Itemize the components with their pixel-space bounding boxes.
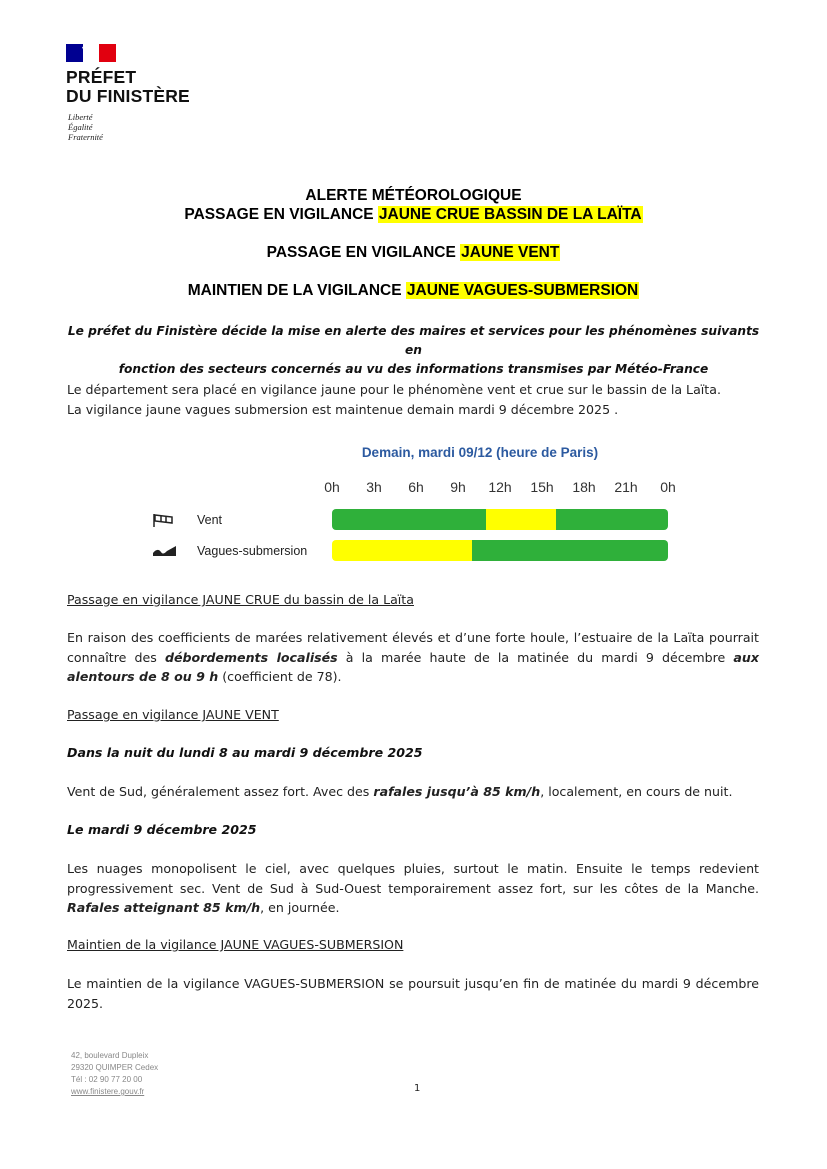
timeline-segment-vent-jaune (486, 509, 556, 530)
org-name-line2: DU FINISTÈRE (66, 86, 190, 106)
intro-statement (60, 322, 767, 379)
vent-day-heading: Le mardi 9 décembre 2025 (67, 822, 257, 837)
x-tick-label: 6h (408, 479, 424, 495)
section-crue-heading: Passage en vigilance JAUNE CRUE du bassin de la Laïta (67, 592, 414, 607)
republic-motto (68, 112, 103, 142)
motto-egalite: Égalité (68, 122, 93, 132)
crue-bold-1: débordements localisés (164, 649, 338, 665)
flag-blue-band (66, 44, 83, 62)
vent-day-text-2: , en journée. (260, 900, 340, 915)
x-tick-label: 18h (572, 479, 596, 495)
footer-street: 42, boulevard Dupleix (71, 1051, 149, 1060)
x-tick-label: 12h (488, 479, 512, 495)
footer-phone: Tél : 02 90 77 20 00 (71, 1075, 143, 1084)
title-crue-highlight: JAUNE CRUE BASSIN DE LA LAÏTA (378, 206, 642, 223)
row-label-vent: Vent (197, 513, 223, 527)
title-vent (0, 244, 827, 262)
x-tick-label: 0h (324, 479, 340, 495)
vent-night-heading: Dans la nuit du lundi 8 au mardi 9 décembre 2025 (67, 745, 423, 760)
summary-line2: La vigilance jaune vagues submersion est maintenue demain mardi 9 décembre 2025 . (67, 401, 619, 417)
x-tick-label: 9h (450, 479, 466, 495)
intro-line2: fonction des secteurs concernés au vu des informations transmises par Météo-France (118, 362, 709, 376)
flag-red-band (99, 44, 116, 62)
alert-title: ALERTE MÉTÉOROLOGIQUE (305, 187, 522, 204)
footer-address (71, 1050, 158, 1098)
x-tick-label: 3h (366, 479, 382, 495)
title-vent-prefix: PASSAGE EN VIGILANCE (266, 244, 461, 261)
title-vent-highlight: JAUNE VENT (461, 244, 560, 261)
intro-line1: Le préfet du Finistère décide la mise en alerte des maires et services pour les phénomènes suivants en (67, 324, 760, 357)
section-vagues-text: Le maintien de la vigilance VAGUES-SUBMERSION se poursuit jusqu’en fin de matinée du mardi 9 décembre 2025. (67, 976, 759, 1011)
chart-title: Demain, mardi 09/12 (heure de Paris) (361, 445, 599, 460)
crue-text-2: à la marée haute de la matinée du mardi 9 décembre (337, 649, 734, 665)
row-label-vagues: Vagues-submersion (197, 544, 308, 558)
section-vagues-heading: Maintien de la vigilance JAUNE VAGUES-SUBMERSION (67, 937, 404, 952)
section-crue-text (67, 628, 759, 687)
crue-bold-2: aux alentours de 8 ou 9 h (67, 649, 759, 684)
org-name (66, 68, 190, 106)
vent-night-text-1: Vent de Sud, généralement assez fort. Avec des (67, 784, 374, 799)
vent-day-text-1: Les nuages monopolisent le ciel, avec quelques pluies, surtout le matin. Ensuite le temps redevient progressivement sec. Vent de Sud à Sud-Ouest temporairement assez fort, sur les côtes de la Manche. (67, 861, 759, 896)
x-tick-label: 21h (614, 479, 638, 495)
motto-liberte: Liberté (68, 112, 93, 122)
title-crue-prefix: PASSAGE EN VIGILANCE (184, 206, 378, 223)
timeline-segment-vagues-submersion-vert (472, 540, 668, 561)
title-vagues (0, 282, 827, 300)
timeline-segment-vent-vert (556, 509, 668, 530)
summary-line1: Le département sera placé en vigilance jaune pour le phénomène vent et crue sur le bassin de la Laïta. (67, 382, 721, 397)
crue-text-1: En raison des coefficients de marées relativement élevés et d’une forte houle, l’estuaire de la Laïta pourrait connaître des (67, 630, 759, 665)
vent-day-bold: Rafales atteignant 85 km/h (67, 900, 261, 915)
wave-icon (152, 543, 178, 559)
vent-night-text-2: , localement, en cours de nuit. (540, 784, 733, 799)
marianne-flag-icon (66, 44, 116, 62)
org-name-line1: PRÉFET (66, 67, 137, 87)
crue-text-3: (coefficient de 78). (218, 669, 342, 684)
x-tick-label: 0h (660, 479, 676, 495)
footer-city: 29320 QUIMPER Cedex (71, 1063, 159, 1072)
x-tick-label: 15h (530, 479, 554, 495)
section-vent-heading: Passage en vigilance JAUNE VENT (67, 707, 279, 722)
page-number: 1 (414, 1083, 421, 1094)
title-vagues-highlight: JAUNE VAGUES-SUBMERSION (406, 282, 639, 299)
title-vagues-prefix: MAINTIEN DE LA VIGILANCE (187, 282, 406, 299)
timeline-segment-vent-vert (332, 509, 486, 530)
footer-website-link[interactable]: www.finistere.gouv.fr (71, 1087, 145, 1096)
vent-day-text (67, 859, 759, 918)
timeline-segment-vagues-submersion-jaune (332, 540, 472, 561)
vent-night-bold: rafales jusqu’à 85 km/h (373, 784, 541, 799)
windsock-icon (152, 512, 178, 528)
summary-paragraph (67, 380, 759, 419)
title-crue (0, 206, 827, 224)
vent-night-text (67, 782, 759, 802)
motto-fraternite: Fraternité (68, 132, 103, 142)
